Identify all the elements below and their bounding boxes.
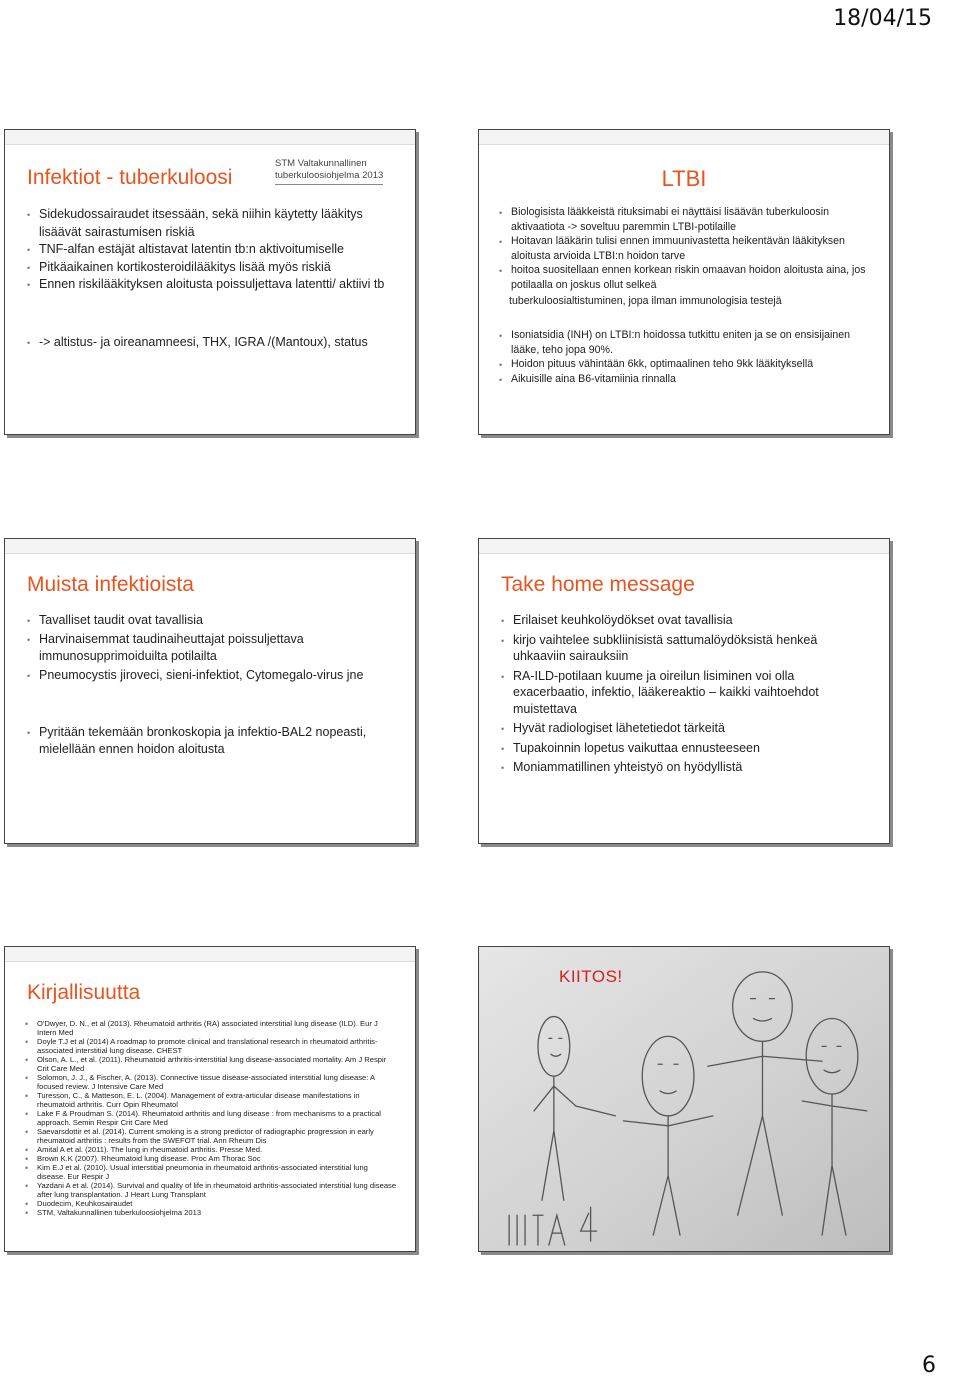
bullet-list <box>499 205 869 292</box>
list-item: • STM, Valtakunnallinen tuberkuloosiohjelma 2013 <box>25 1208 397 1217</box>
list-item: • Biologisista lääkkeistä rituksimabi ei näyttäisi lisäävän tuberkuloosin aktivaatiota -> soveltuu paremmin LTBI-potilaille <box>499 205 869 234</box>
list-item: • Hyvät radiologiset lähetetiedot tärkeitä <box>501 720 871 737</box>
handwritten-marks <box>479 947 480 948</box>
list-item: • Doyle T.J et al (2014) A roadmap to promote clinical and translational research in rheumatoid arthritis-associated interstitial lung disease. CHEST <box>25 1037 397 1055</box>
slide-title: Kirjallisuutta <box>27 981 141 1004</box>
list-item: • Erilaiset keuhkolöydökset ovat tavallisia <box>501 612 871 629</box>
slide-muista-infektioista <box>4 538 416 844</box>
list-item: • Saevarsdottir et al. (2014). Current smoking is a strong predictor of radiographic progression in early rheumatoid arthritis : results from the SWEFOT trial. Ann Rheum Dis <box>25 1127 397 1145</box>
reference-list <box>25 1019 397 1217</box>
list-item: • Brown K.K (2007). Rheumatoid lung disease. Proc Am Thorac Soc <box>25 1154 397 1163</box>
list-item: • TNF-alfan estäjät altistavat latentin tb:n aktivoitumiselle <box>27 241 387 259</box>
continuation-text: tuberkuloosialtistuminen, jopa ilman immunologisia testejä <box>509 295 782 307</box>
bullet-list-2 <box>27 724 387 758</box>
list-item: • Aikuisille aina B6-vitamiinia rinnalla <box>499 372 869 387</box>
list-item: • RA-ILD-potilaan kuume ja oireilun lisiminen voi olla exacerbaatio, infektio, lääkereaktio – kaikki vaihtoehdot muistettava <box>501 668 871 718</box>
list-item: • Ennen riskilääkityksen aloitusta poissuljettava latentti/ aktiivi tb <box>27 276 387 294</box>
slide-kiitos-drawing <box>478 946 890 1252</box>
list-item: • kirjo vaihtelee subkliinisistä sattumalöydöksistä henkeä uhkaaviin sairauksiin <box>501 632 871 665</box>
page-number: 6 <box>922 1353 936 1378</box>
list-item: • Pyritään tekemään bronkoskopia ja infektio-BAL2 nopeasti, mielellään ennen hoidon aloitusta <box>27 724 387 758</box>
list-item: • Pneumocystis jiroveci, sieni-infektiot, Cytomegalo-virus jne <box>27 667 387 684</box>
slide-title: Take home message <box>501 573 695 596</box>
bullet-list-2 <box>27 334 387 352</box>
list-item: • Isoniatsidia (INH) on LTBI:n hoidossa tutkittu eniten ja se on ensisijainen lääke, teho jopa 90%. <box>499 328 869 357</box>
list-item: • Harvinaisemmat taudinaiheuttajat poissuljettava immunosupprimoiduilta potilailta <box>27 631 387 665</box>
slide-kirjallisuutta <box>4 946 416 1252</box>
list-item: • -> altistus- ja oireanamneesi, THX, IGRA /(Mantoux), status <box>27 334 387 352</box>
list-item: • Kim E.J et al. (2010). Usual interstitial pneumonia in rheumatoid arthritis-associated interstitial lung disease. Eur Respir J <box>25 1163 397 1181</box>
paper-background <box>479 947 888 1251</box>
slide-ltbi <box>478 129 890 435</box>
list-item: • Hoitavan lääkärin tulisi ennen immuunivastetta heikentävän lääkityksen aloitusta arvioida LTBI:n hoidon tarve <box>499 234 869 263</box>
bullet-list-2 <box>499 328 869 386</box>
list-item: • Yazdani A et al. (2014). Survival and quality of life in rheumatoid arthritis-associated interstitial lung disease after lung transplantation. J Heart Lung Transplant <box>25 1181 397 1199</box>
list-item: • Amital A et al. (2011). The lung in rheumatoid arthritis. Presse Med. <box>25 1145 397 1154</box>
list-item: • Tavalliset taudit ovat tavallisia <box>27 612 387 629</box>
list-item: • Tupakoinnin lopetus vaikuttaa ennusteeseen <box>501 740 871 757</box>
list-item: • Sidekudossairaudet itsessään, sekä niihin käytetty lääkitys lisäävät sairastumisen riskiä <box>27 206 387 241</box>
page-date: 18/04/15 <box>833 6 932 31</box>
list-item: • Duodecim, Keuhkosairaudet <box>25 1199 397 1208</box>
slide-title: Infektiot - tuberkuloosi <box>27 166 233 189</box>
list-item: • O'Dwyer, D. N., et al (2013). Rheumatoid arthritis (RA) associated interstitial lung disease (ILD). Eur J Intern Med <box>25 1019 397 1037</box>
thank-you-caption: KIITOS! <box>559 967 623 986</box>
list-item: • Solomon, J. J., & Fischer, A. (2013). Connective tissue disease-associated interstitial lung disease: A focused review. J Intensive Care Med <box>25 1073 397 1091</box>
list-item: • hoitoa suositellaan ennen korkean riskin omaavan hoidon aloitusta aina, jos potilaalla on joskus ollut selkeä <box>499 263 869 292</box>
list-item: • Pitkäaikainen kortikosteroidilääkitys lisää myös riskiä <box>27 259 387 277</box>
bullet-list <box>27 612 387 684</box>
bullet-list <box>501 612 871 776</box>
slide-title: Muista infektioista <box>27 573 194 596</box>
list-item: • Hoidon pituus vähintään 6kk, optimaalinen teho 9kk lääkityksellä <box>499 357 869 372</box>
slide-title: LTBI <box>661 166 707 191</box>
slide-tuberkuloosi <box>4 129 416 435</box>
list-item: • Moniammatillinen yhteistyö on hyödyllistä <box>501 759 871 776</box>
slide-take-home-message <box>478 538 890 844</box>
child-drawing <box>479 947 889 1251</box>
list-item: • Turesson, C., & Matteson, E. L. (2004). Management of extra-articular disease manifestations in rheumatoid arthritis. Curr Opin Rheumatol <box>25 1091 397 1109</box>
list-item: • Olson, A. L., et al. (2011). Rheumatoid arthritis-interstitial lung disease-associated mortality. Am J Respir Crit Care Med <box>25 1055 397 1073</box>
reference-note: STM Valtakunnallinen tuberkuloosiohjelma 2013 <box>275 158 383 185</box>
list-item: • Lake F & Proudman S. (2014). Rheumatoid arthritis and lung disease : from mechanisms to a practical approach. Semin Respir Crit Care Med <box>25 1109 397 1127</box>
bullet-list <box>27 206 387 294</box>
